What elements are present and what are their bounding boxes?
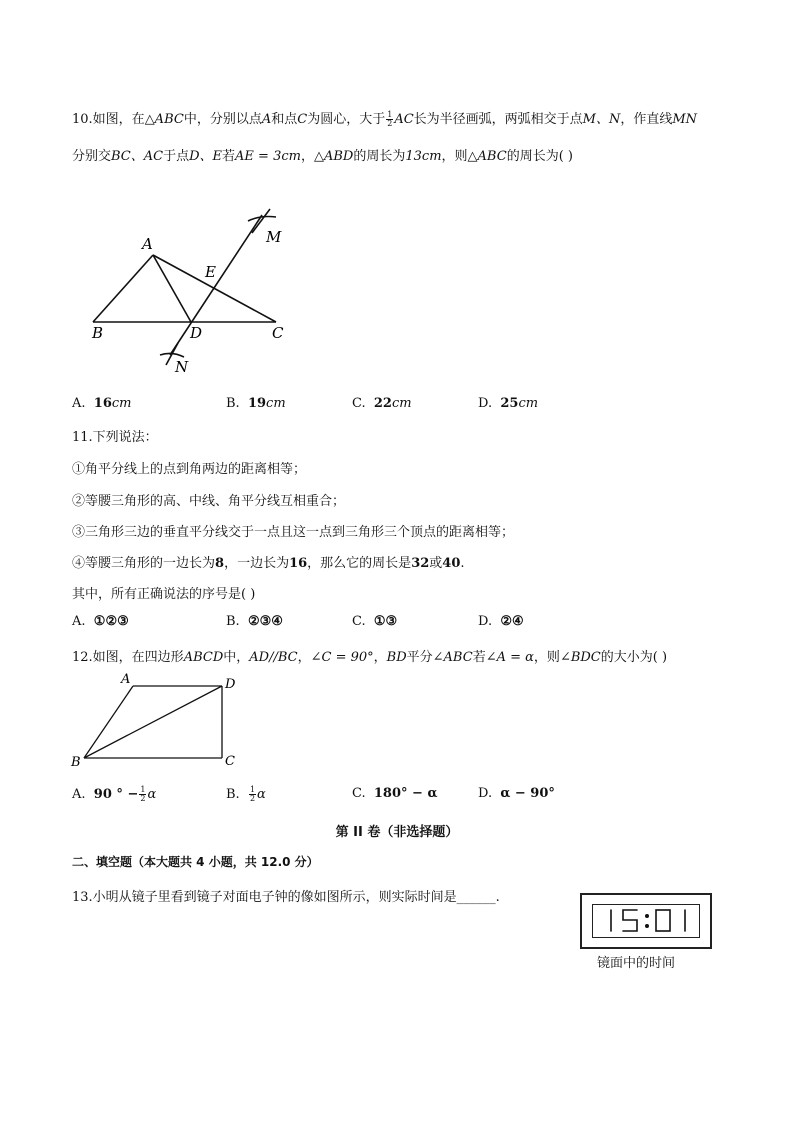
math: AC xyxy=(394,112,414,127)
label-a: A xyxy=(142,235,153,253)
math: α xyxy=(147,787,157,802)
option-unit: cm xyxy=(111,396,132,411)
text: 10.如图，在 xyxy=(72,112,145,127)
text: 的周长为( ) xyxy=(506,149,573,164)
text: 和点 xyxy=(271,112,298,127)
option-value: 180° − α xyxy=(373,786,438,801)
text: 或 xyxy=(429,556,443,571)
math: AE = 3cm xyxy=(235,149,301,164)
q12-option-a[interactable] xyxy=(72,786,156,803)
text: ，那么它的周长是 xyxy=(307,556,412,571)
text: 中， xyxy=(223,650,250,665)
math: ∠C = 90° xyxy=(310,650,374,665)
q11-option-c[interactable] xyxy=(352,614,397,629)
option-letter: D. xyxy=(478,786,493,801)
label-n: N xyxy=(175,358,189,376)
numerator: 1 xyxy=(249,785,256,794)
q11-statement-3: ③三角形三边的垂直平分线交于一点且这一点到三角形三个顶点的距离相等； xyxy=(72,525,515,540)
fraction xyxy=(139,786,146,803)
option-letter: C. xyxy=(352,614,366,629)
q11-option-a[interactable] xyxy=(72,614,129,629)
math: ∠BDC xyxy=(559,650,601,665)
q11-stem: 11.下列说法： xyxy=(72,430,158,445)
text: 的大小为( ) xyxy=(600,650,668,665)
digit-segment xyxy=(623,910,637,931)
math: AD//BC xyxy=(249,650,298,665)
q11-statement-1: ①角平分线上的点到角两边的距离相等； xyxy=(72,462,307,477)
option-value: 16 xyxy=(93,396,112,411)
label-c: C xyxy=(272,324,284,342)
denominator: 2 xyxy=(249,794,256,803)
text: ， xyxy=(300,149,314,164)
option-letter: C. xyxy=(352,786,366,801)
math: △ABD xyxy=(313,149,354,164)
option-value: ①②③ xyxy=(93,614,129,629)
digit-segment xyxy=(656,910,670,931)
option-value: 90 ° − xyxy=(93,787,139,802)
q12-figure xyxy=(70,670,250,775)
option-letter: D. xyxy=(478,396,493,411)
text: 长为半径画弧，两弧相交于点 xyxy=(413,112,583,127)
text: 平分 xyxy=(406,650,433,665)
denominator: 2 xyxy=(140,794,146,803)
option-value: ②④ xyxy=(500,614,524,629)
fraction xyxy=(386,111,393,128)
text: ， xyxy=(373,650,387,665)
text: 分别交 xyxy=(72,149,112,164)
math: MN xyxy=(672,112,698,127)
clock-digits xyxy=(593,905,698,936)
math: M、N xyxy=(582,112,621,127)
math: α xyxy=(257,787,266,802)
text: ，一边长为 xyxy=(224,556,290,571)
option-value: 25 xyxy=(500,396,519,411)
math: D、E xyxy=(189,149,223,164)
text: ，则 xyxy=(533,650,560,665)
text: 的周长为 xyxy=(353,149,406,164)
text: . xyxy=(460,556,465,571)
clock-display xyxy=(592,904,700,938)
q11-ask: 其中，所有正确说法的序号是( ) xyxy=(72,587,256,602)
q12-option-c[interactable] xyxy=(352,786,437,801)
q11-option-b[interactable] xyxy=(226,614,283,629)
option-unit: cm xyxy=(391,396,412,411)
text: ，作直线 xyxy=(620,112,673,127)
math: △ABC xyxy=(467,149,507,164)
fraction xyxy=(249,786,256,803)
math: BD xyxy=(386,650,407,665)
number: 16 xyxy=(289,556,308,571)
math: A xyxy=(261,112,272,127)
q13-stem: 13.小明从镜子里看到镜子对面电子钟的像如图所示，则实际时间是______. xyxy=(72,890,500,905)
option-unit: cm xyxy=(266,396,286,411)
math: BC、AC xyxy=(111,149,164,164)
label-c: C xyxy=(225,754,235,769)
label-e: E xyxy=(205,263,216,281)
option-unit: cm xyxy=(518,396,539,411)
option-value: ①③ xyxy=(373,614,398,629)
clock-caption: 镜面中的时间 xyxy=(597,956,676,971)
segment-ab xyxy=(93,255,153,322)
text: ④等腰三角形的一边长为 xyxy=(72,556,216,571)
q10-line2 xyxy=(72,145,573,164)
text: 12.如图，在四边形 xyxy=(72,650,184,665)
segment-ab xyxy=(84,686,133,758)
option-letter: B. xyxy=(226,396,240,411)
q11-option-d[interactable] xyxy=(478,614,524,629)
q10-option-a[interactable] xyxy=(72,396,132,411)
label-m: M xyxy=(266,228,282,246)
option-letter: A. xyxy=(72,614,86,629)
option-value: α − 90° xyxy=(500,786,555,801)
q12-stem xyxy=(72,646,667,665)
label-b: B xyxy=(92,324,104,342)
q11-statement-2: ②等腰三角形的高、中线、角平分线互相重合； xyxy=(72,494,346,509)
option-value: 19 xyxy=(247,396,267,411)
option-letter: C. xyxy=(352,396,366,411)
text: 中，分别以点 xyxy=(183,112,262,127)
section-heading: 二、填空题（本大题共 4 小题，共 12.0 分） xyxy=(72,855,319,869)
q10-option-d[interactable] xyxy=(478,396,538,411)
label-d: D xyxy=(225,677,236,692)
mirror-clock xyxy=(580,893,712,949)
q10-option-c[interactable] xyxy=(352,396,412,411)
option-letter: A. xyxy=(72,396,86,411)
math: △ABC xyxy=(144,112,184,127)
math: C xyxy=(297,112,308,127)
label-b: B xyxy=(71,755,81,770)
q10-option-b[interactable] xyxy=(226,396,286,411)
option-letter: B. xyxy=(226,787,240,802)
text: ，则 xyxy=(441,149,468,164)
denominator: 2 xyxy=(387,119,393,128)
numerator: 1 xyxy=(387,110,393,119)
label-d: D xyxy=(190,324,203,342)
option-letter: D. xyxy=(478,614,493,629)
text: 于点 xyxy=(163,149,190,164)
section-title: 第 II 卷（非选择题） xyxy=(335,825,459,840)
q10-line1 xyxy=(72,108,697,128)
q10-figure xyxy=(80,205,310,380)
label-a: A xyxy=(121,672,131,687)
option-value: 22 xyxy=(373,396,392,411)
math: ∠A = α xyxy=(485,650,534,665)
colon-dot xyxy=(646,915,648,917)
numerator: 1 xyxy=(140,785,146,794)
text: 若 xyxy=(222,149,236,164)
option-letter: A. xyxy=(72,787,86,802)
text: ， xyxy=(297,650,311,665)
q11-statement-4 xyxy=(72,552,465,571)
option-letter: B. xyxy=(226,614,240,629)
line-mn xyxy=(170,215,262,355)
math: 13cm xyxy=(405,149,442,164)
segment-bd xyxy=(84,686,222,758)
q12-option-b[interactable] xyxy=(226,786,266,803)
number: 8 xyxy=(215,556,225,571)
number: 32 xyxy=(411,556,430,571)
colon-dot xyxy=(646,925,648,927)
math: ∠ABC xyxy=(432,650,473,665)
math: ABCD xyxy=(183,650,224,665)
number: 40 xyxy=(442,556,461,571)
text: 为圆心，大于 xyxy=(307,112,386,127)
q12-option-d[interactable] xyxy=(478,786,555,801)
text: 若 xyxy=(472,650,486,665)
option-value: ②③④ xyxy=(247,614,283,629)
